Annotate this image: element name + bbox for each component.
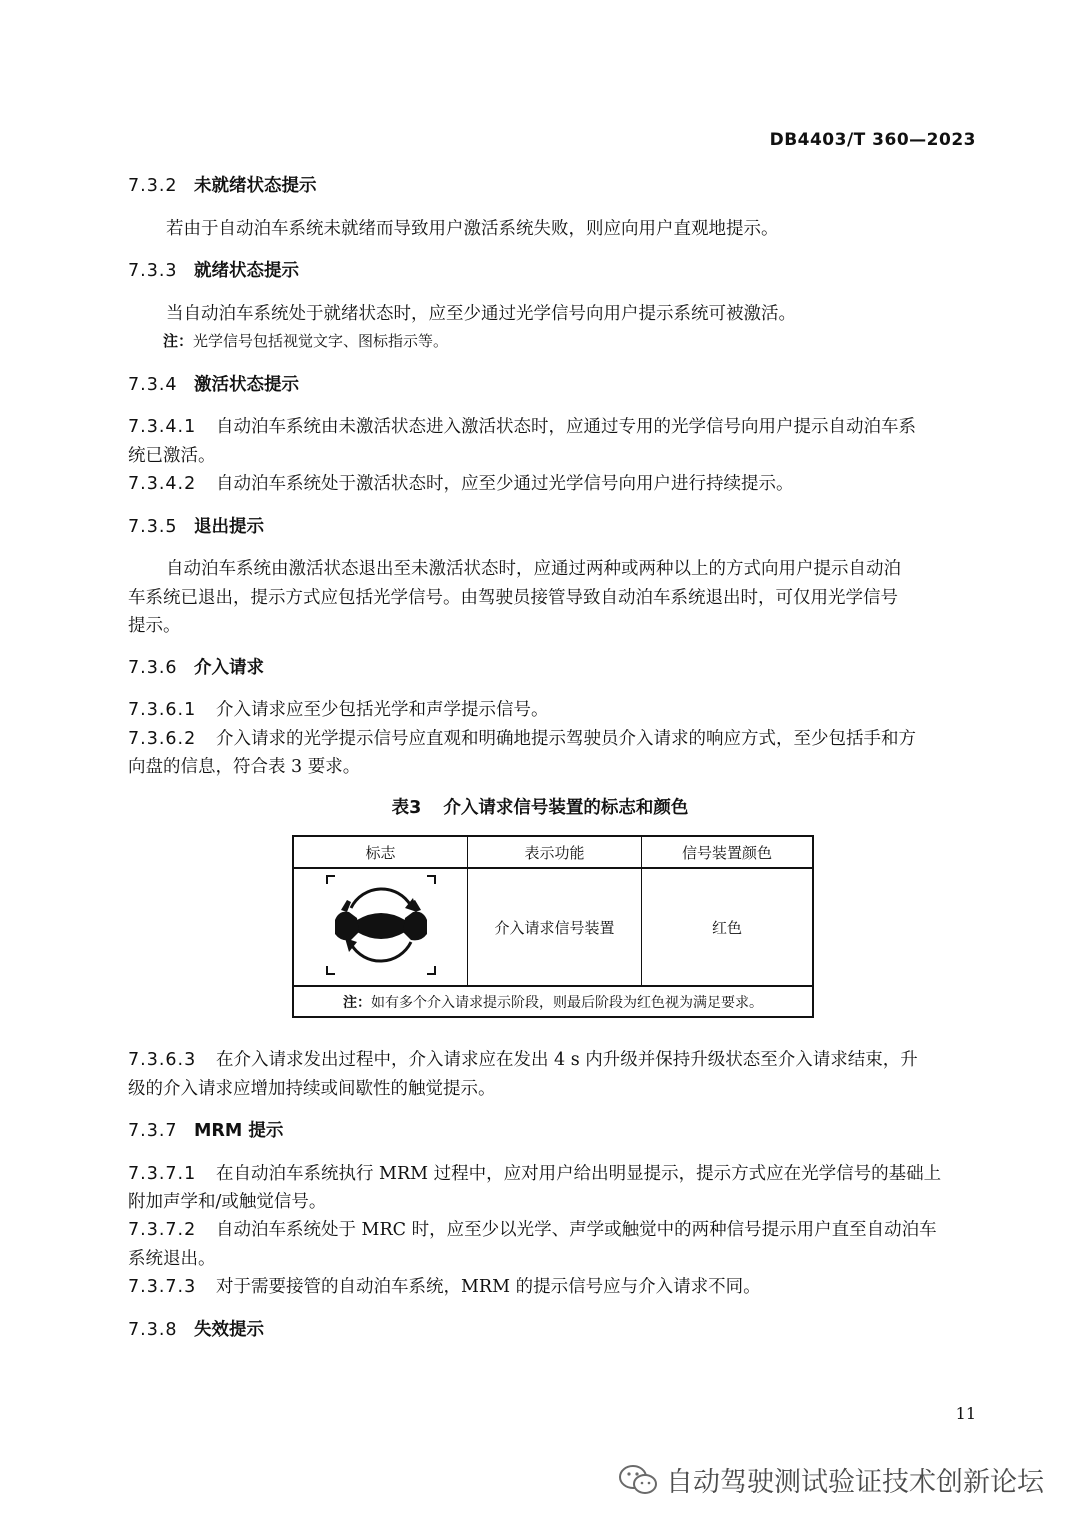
clause-text: 在自动泊车系统执行 MRM 过程中，应对用户给出明显提示，提示方式应在光学信号的基础上 xyxy=(216,1164,942,1184)
note-label: 注： xyxy=(343,994,371,1011)
section-number: 7.3.2 xyxy=(128,176,178,196)
clause-number: 7.3.6.1 xyxy=(128,700,197,720)
clause-number: 7.3.4.2 xyxy=(128,474,197,494)
section-heading-7-3-8 xyxy=(128,1316,978,1341)
section-heading-7-3-6 xyxy=(128,654,978,679)
clause-7-3-7-2-cont: 系统退出。 xyxy=(128,1249,216,1269)
section-title: 失效提示 xyxy=(194,1320,264,1340)
clause-number: 7.3.7.3 xyxy=(128,1277,197,1297)
clause-text: 对于需要接管的自动泊车系统，MRM 的提示信号应与介入请求不同。 xyxy=(216,1277,761,1297)
paragraph-7-3-2: 若由于自动泊车系统未就绪而导致用户激活系统失败，则应向用户直观地提示。 xyxy=(166,219,779,239)
section-title: 介入请求 xyxy=(194,658,264,678)
note-text: 如有多个介入请求提示阶段，则最后阶段为红色视为满足要求。 xyxy=(371,994,763,1011)
paragraph-7-3-5-line2: 车系统已退出，提示方式应包括光学信号。由驾驶员接管导致自动泊车系统退出时，可仅用光学信号 xyxy=(128,588,898,608)
section-number: 7.3.5 xyxy=(128,517,178,537)
note-label: 注： xyxy=(163,332,194,350)
section-number: 7.3.7 xyxy=(128,1121,178,1141)
section-heading-7-3-3 xyxy=(128,257,978,282)
wechat-icon xyxy=(618,1463,658,1497)
page-number: 11 xyxy=(955,1404,976,1423)
section-number: 7.3.8 xyxy=(128,1320,178,1340)
clause-7-3-7-2 xyxy=(128,1216,978,1241)
clause-7-3-7-1-cont: 附加声学和/或触觉信号。 xyxy=(128,1192,327,1212)
section-title: 激活状态提示 xyxy=(194,375,299,395)
signal-device-table xyxy=(292,835,814,1018)
table-header-color: 信号装置颜色 xyxy=(642,836,814,868)
section-title: 退出提示 xyxy=(194,517,264,537)
clause-text: 介入请求的光学提示信号应直观和明确地提示驾驶员介入请求的响应方式，至少包括手和方 xyxy=(216,729,916,749)
section-title: 未就绪状态提示 xyxy=(194,176,317,196)
clause-7-3-6-3-cont: 级的介入请求应增加持续或间歇性的触觉提示。 xyxy=(128,1079,496,1099)
table-header-function: 表示功能 xyxy=(468,836,642,868)
clause-text: 介入请求应至少包括光学和声学提示信号。 xyxy=(216,700,549,720)
clause-7-3-4-2 xyxy=(128,470,978,495)
table-title: 介入请求信号装置的标志和颜色 xyxy=(443,798,689,818)
section-heading-7-3-4 xyxy=(128,371,978,396)
clause-text: 自动泊车系统处于 MRC 时，应至少以光学、声学或触觉中的两种信号提示用户直至自动泊车 xyxy=(216,1220,937,1240)
clause-7-3-4-1-cont: 统已激活。 xyxy=(128,446,216,466)
takeover-request-icon xyxy=(321,870,441,980)
section-title: MRM 提示 xyxy=(194,1121,284,1141)
clause-text: 自动泊车系统处于激活状态时，应至少通过光学信号向用户进行持续提示。 xyxy=(216,474,794,494)
clause-7-3-7-1 xyxy=(128,1160,978,1185)
section-heading-7-3-2 xyxy=(128,172,978,197)
table-number: 表3 xyxy=(391,798,422,818)
document-code: DB4403/T 360—2023 xyxy=(769,130,976,150)
table-caption xyxy=(0,794,1080,819)
clause-7-3-6-1 xyxy=(128,696,978,721)
table-header-symbol: 标志 xyxy=(293,836,468,868)
watermark-text: 自动驾驶测试验证技术创新论坛 xyxy=(666,1467,1044,1498)
section-number: 7.3.6 xyxy=(128,658,178,678)
clause-text: 自动泊车系统由未激活状态进入激活状态时，应通过专用的光学信号向用户提示自动泊车系 xyxy=(216,417,916,437)
clause-7-3-7-3 xyxy=(128,1273,978,1298)
note-text: 光学信号包括视觉文字、图标指示等。 xyxy=(193,332,449,350)
clause-7-3-6-2-cont: 向盘的信息，符合表 3 要求。 xyxy=(128,757,361,777)
clause-number: 7.3.7.1 xyxy=(128,1164,197,1184)
paragraph-7-3-3: 当自动泊车系统处于就绪状态时，应至少通过光学信号向用户提示系统可被激活。 xyxy=(166,304,796,324)
section-number: 7.3.3 xyxy=(128,261,178,281)
section-heading-7-3-5 xyxy=(128,513,978,538)
table-cell-color: 红色 xyxy=(642,868,814,986)
section-number: 7.3.4 xyxy=(128,375,178,395)
watermark xyxy=(618,1460,1044,1499)
paragraph-7-3-5-line1: 自动泊车系统由激活状态退出至未激活状态时，应通过两种或两种以上的方式向用户提示自动泊 xyxy=(166,559,901,579)
note-7-3-3 xyxy=(163,330,1013,351)
section-heading-7-3-7 xyxy=(128,1117,978,1142)
table-cell-function: 介入请求信号装置 xyxy=(468,868,642,986)
clause-number: 7.3.6.3 xyxy=(128,1050,197,1070)
section-title: 就绪状态提示 xyxy=(194,261,299,281)
clause-number: 7.3.6.2 xyxy=(128,729,197,749)
clause-number: 7.3.4.1 xyxy=(128,417,197,437)
clause-7-3-6-3 xyxy=(128,1046,978,1071)
table-cell-symbol xyxy=(293,868,468,986)
table-note xyxy=(293,986,813,1017)
clause-7-3-6-2 xyxy=(128,725,978,750)
clause-7-3-4-1 xyxy=(128,413,978,438)
clause-number: 7.3.7.2 xyxy=(128,1220,197,1240)
paragraph-7-3-5-line3: 提示。 xyxy=(128,616,181,636)
clause-text: 在介入请求发出过程中，介入请求应在发出 4 s 内升级并保持升级状态至介入请求结束，升 xyxy=(216,1050,918,1070)
